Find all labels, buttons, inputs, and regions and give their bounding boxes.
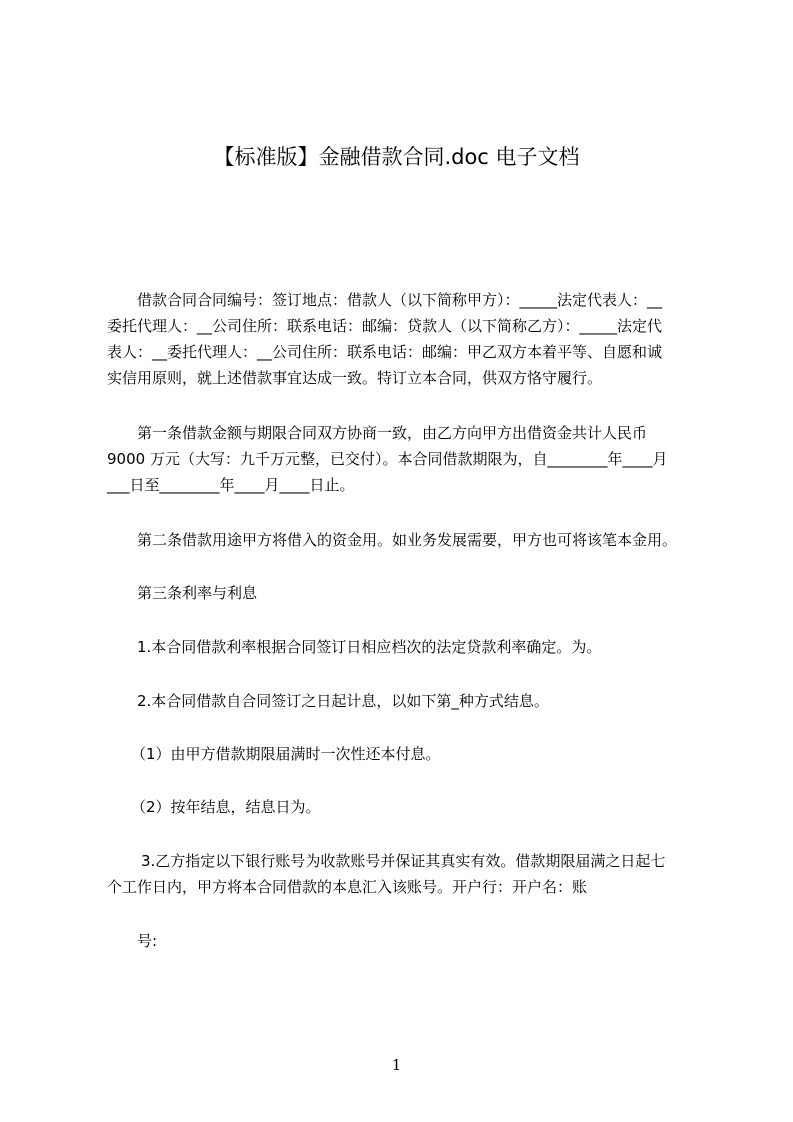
item-3-tail-paragraph <box>107 928 707 954</box>
item-2-line: 2.本合同借款自合同签订之日起计息，以如下第_种方式结息。 <box>137 692 549 710</box>
document-title: 【标准版】金融借款合同.doc 电子文档 <box>213 145 580 169</box>
page-number: 1 <box>391 1056 402 1074</box>
item-3-line-2: 个工作日内，甲方将本合同借款的本息汇入该账号。开户行：开户名：账 <box>107 878 588 896</box>
article-3-heading <box>107 580 707 606</box>
preamble-line-3: 表人：__委托代理人：__公司住所：联系电话：邮编：甲乙双方本着平等、自愿和诚 <box>107 343 663 361</box>
sub-item-1-line: （1）由甲方借款期限届满时一次性还本付息。 <box>131 745 441 763</box>
sub-item-2-line: （2）按年结息，结息日为。 <box>131 798 321 816</box>
item-3-line-1: 3.乙方指定以下银行账号为收款账号并保证其真实有效。借款期限届满之日起七 <box>141 852 666 870</box>
article-1-line-2: 9000 万元（大写：九千万元整，已交付）。本合同借款期限为，自________年____月 <box>107 450 668 468</box>
preamble-paragraph <box>107 287 707 391</box>
article-3-heading-text: 第三条利率与利息 <box>137 584 258 602</box>
item-1-paragraph <box>107 634 707 660</box>
article-2-line: 第二条借款用途甲方将借入的资金用。如业务发展需要，甲方也可将该笔本金用。 <box>137 531 678 549</box>
preamble-line-1: 借款合同合同编号：签订地点：借款人（以下简称甲方）：_____法定代表人：__ <box>137 291 663 309</box>
article-1-line-3: ___日至________年____月____日止。 <box>107 476 355 494</box>
preamble-line-4: 实信用原则，就上述借款事宜达成一致。特订立本合同，供双方恪守履行。 <box>107 369 603 387</box>
preamble-line-2: 委托代理人：__公司住所：联系电话：邮编：贷款人（以下简称乙方）：_____法定代 <box>107 317 663 335</box>
item-2-paragraph <box>107 688 707 714</box>
article-1-paragraph <box>107 420 707 498</box>
item-3-paragraph <box>107 848 707 900</box>
item-3-tail-line: 号: <box>137 932 158 950</box>
sub-item-2-paragraph <box>107 794 707 820</box>
sub-item-1-paragraph <box>107 741 707 767</box>
article-2-paragraph <box>107 527 707 553</box>
item-1-line: 1.本合同借款利率根据合同签订日相应档次的法定贷款利率确定。为。 <box>137 638 602 656</box>
article-1-line-1: 第一条借款金额与期限合同双方协商一致，由乙方向甲方出借资金共计人民币 <box>137 424 648 442</box>
